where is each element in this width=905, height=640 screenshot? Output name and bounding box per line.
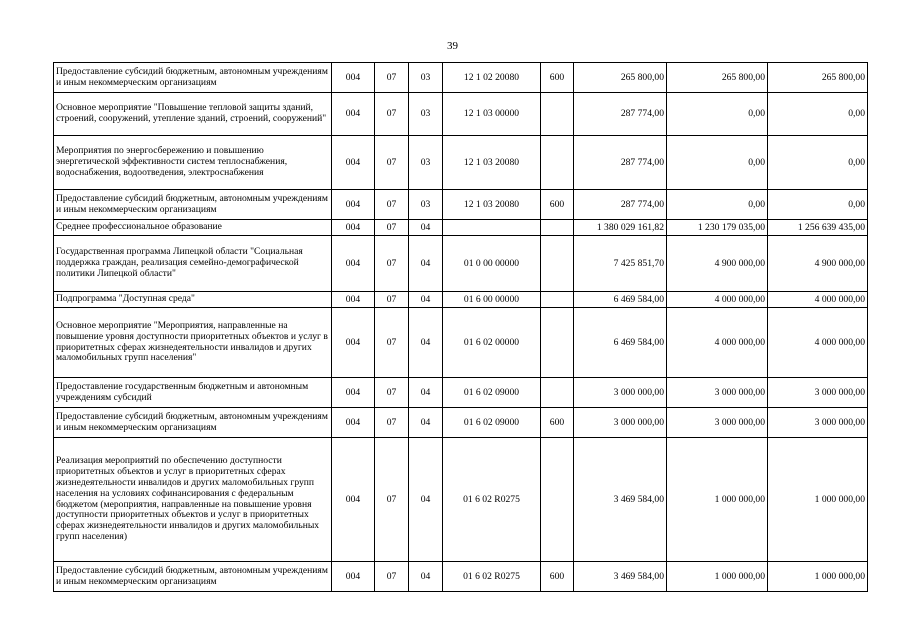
row-subsection-code: 03: [409, 63, 443, 93]
row-amount-year-1: 3 469 584,00: [574, 438, 667, 562]
row-ved-code: 004: [332, 292, 375, 308]
row-name: Подпрограмма "Доступная среда": [54, 292, 332, 308]
row-name: Среднее профессиональное образование: [54, 220, 332, 236]
row-amount-year-1: 287 774,00: [574, 190, 667, 220]
row-amount-year-2: 3 000 000,00: [667, 408, 768, 438]
row-expense-type-code: 600: [541, 190, 574, 220]
table-row: [54, 562, 868, 592]
table-row: [54, 190, 868, 220]
row-ved-code: 004: [332, 136, 375, 190]
row-amount-year-1: 3 000 000,00: [574, 408, 667, 438]
row-expense-type-code: [541, 220, 574, 236]
row-target-article-code: 01 6 02 00000: [443, 308, 541, 378]
row-amount-year-1: 7 425 851,70: [574, 236, 667, 292]
row-ved-code: 004: [332, 220, 375, 236]
row-amount-year-1: 6 469 584,00: [574, 308, 667, 378]
row-expense-type-code: 600: [541, 562, 574, 592]
row-amount-year-3: 0,00: [768, 190, 868, 220]
budget-table: [53, 62, 868, 592]
row-amount-year-3: 4 000 000,00: [768, 292, 868, 308]
row-name: Основное мероприятие "Мероприятия, направленные на повышение уровня доступности приоритетных объектов и услуг в приоритетных сферах жизнедеятельности инвалидов и других маломобильных групп населения": [54, 308, 332, 378]
row-amount-year-3: 1 256 639 435,00: [768, 220, 868, 236]
table-row: [54, 236, 868, 292]
row-ved-code: 004: [332, 63, 375, 93]
row-amount-year-2: 4 000 000,00: [667, 308, 768, 378]
row-subsection-code: 03: [409, 93, 443, 136]
row-ved-code: 004: [332, 236, 375, 292]
row-subsection-code: 04: [409, 292, 443, 308]
row-target-article-code: 01 6 02 09000: [443, 378, 541, 408]
row-name: Мероприятия по энергосбережению и повышению энергетической эффективности систем теплоснабжения, водоснабжения, водоотведения, электроснабжения: [54, 136, 332, 190]
row-name: Предоставление субсидий бюджетным, автономным учреждениям и иным некоммерческим организациям: [54, 562, 332, 592]
row-section-code: 07: [375, 236, 409, 292]
row-subsection-code: 04: [409, 308, 443, 378]
row-target-article-code: 12 1 03 20080: [443, 136, 541, 190]
table-row: [54, 308, 868, 378]
row-target-article-code: 01 6 00 00000: [443, 292, 541, 308]
row-section-code: 07: [375, 408, 409, 438]
row-section-code: 07: [375, 190, 409, 220]
row-ved-code: 004: [332, 93, 375, 136]
row-target-article-code: 12 1 03 00000: [443, 93, 541, 136]
table-row: [54, 378, 868, 408]
row-ved-code: 004: [332, 190, 375, 220]
row-subsection-code: 04: [409, 562, 443, 592]
row-section-code: 07: [375, 220, 409, 236]
row-amount-year-3: 1 000 000,00: [768, 438, 868, 562]
row-amount-year-3: 4 000 000,00: [768, 308, 868, 378]
row-ved-code: 004: [332, 438, 375, 562]
row-section-code: 07: [375, 562, 409, 592]
row-target-article-code: 12 1 02 20080: [443, 63, 541, 93]
row-subsection-code: 04: [409, 220, 443, 236]
row-target-article-code: 01 6 02 R0275: [443, 562, 541, 592]
row-section-code: 07: [375, 378, 409, 408]
row-amount-year-3: 1 000 000,00: [768, 562, 868, 592]
row-expense-type-code: [541, 308, 574, 378]
page-number: 39: [447, 40, 458, 52]
row-expense-type-code: [541, 292, 574, 308]
row-amount-year-1: 6 469 584,00: [574, 292, 667, 308]
table-row: [54, 292, 868, 308]
row-expense-type-code: [541, 438, 574, 562]
row-target-article-code: 12 1 03 20080: [443, 190, 541, 220]
table-row: [54, 63, 868, 93]
row-amount-year-1: 265 800,00: [574, 63, 667, 93]
row-expense-type-code: [541, 378, 574, 408]
row-amount-year-2: 265 800,00: [667, 63, 768, 93]
row-subsection-code: 04: [409, 438, 443, 562]
row-name: Государственная программа Липецкой области "Социальная поддержка граждан, реализация семейно-демографической политики Липецкой области": [54, 236, 332, 292]
row-amount-year-2: 1 230 179 035,00: [667, 220, 768, 236]
row-amount-year-3: 0,00: [768, 136, 868, 190]
row-subsection-code: 03: [409, 136, 443, 190]
table-row: [54, 438, 868, 562]
row-section-code: 07: [375, 308, 409, 378]
row-amount-year-1: 287 774,00: [574, 136, 667, 190]
row-subsection-code: 04: [409, 408, 443, 438]
row-amount-year-1: 3 000 000,00: [574, 378, 667, 408]
row-subsection-code: 03: [409, 190, 443, 220]
row-section-code: 07: [375, 292, 409, 308]
row-amount-year-3: 4 900 000,00: [768, 236, 868, 292]
row-section-code: 07: [375, 438, 409, 562]
row-target-article-code: 01 6 02 09000: [443, 408, 541, 438]
row-amount-year-3: 265 800,00: [768, 63, 868, 93]
row-name: Предоставление государственным бюджетным и автономным учреждениям субсидий: [54, 378, 332, 408]
row-target-article-code: 01 6 02 R0275: [443, 438, 541, 562]
row-amount-year-1: 287 774,00: [574, 93, 667, 136]
row-amount-year-2: 0,00: [667, 136, 768, 190]
row-subsection-code: 04: [409, 378, 443, 408]
row-name: Предоставление субсидий бюджетным, автономным учреждениям и иным некоммерческим организациям: [54, 190, 332, 220]
table-row: [54, 220, 868, 236]
row-expense-type-code: [541, 93, 574, 136]
row-amount-year-2: 4 000 000,00: [667, 292, 768, 308]
row-amount-year-2: 0,00: [667, 190, 768, 220]
row-amount-year-1: 1 380 029 161,82: [574, 220, 667, 236]
row-amount-year-3: 0,00: [768, 93, 868, 136]
row-amount-year-2: 1 000 000,00: [667, 562, 768, 592]
table-row: [54, 408, 868, 438]
row-ved-code: 004: [332, 562, 375, 592]
row-section-code: 07: [375, 93, 409, 136]
row-target-article-code: 01 0 00 00000: [443, 236, 541, 292]
row-expense-type-code: [541, 236, 574, 292]
row-amount-year-1: 3 469 584,00: [574, 562, 667, 592]
row-amount-year-2: 0,00: [667, 93, 768, 136]
row-section-code: 07: [375, 63, 409, 93]
row-expense-type-code: 600: [541, 63, 574, 93]
row-name: Предоставление субсидий бюджетным, автономным учреждениям и иным некоммерческим организациям: [54, 408, 332, 438]
row-ved-code: 004: [332, 308, 375, 378]
row-target-article-code: [443, 220, 541, 236]
row-section-code: 07: [375, 136, 409, 190]
row-ved-code: 004: [332, 408, 375, 438]
row-amount-year-2: 1 000 000,00: [667, 438, 768, 562]
row-name: Основное мероприятие "Повышение тепловой защиты зданий, строений, сооружений, утепление зданий, строений, сооружений": [54, 93, 332, 136]
row-expense-type-code: [541, 136, 574, 190]
row-amount-year-3: 3 000 000,00: [768, 408, 868, 438]
row-subsection-code: 04: [409, 236, 443, 292]
row-name: Реализация мероприятий по обеспечению доступности приоритетных объектов и услуг в приоритетных сферах жизнедеятельности инвалидов и других маломобильных групп населения на условиях софинансирования с федеральным бюджетом (мероприятия, направленные на повышение уровня доступности приоритетных объектов и услуг в приоритетных сферах жизнедеятельности инвалидов и других маломобильных групп населения): [54, 438, 332, 562]
row-amount-year-2: 4 900 000,00: [667, 236, 768, 292]
row-ved-code: 004: [332, 378, 375, 408]
table-row: [54, 93, 868, 136]
row-expense-type-code: 600: [541, 408, 574, 438]
table-row: [54, 136, 868, 190]
row-amount-year-3: 3 000 000,00: [768, 378, 868, 408]
row-amount-year-2: 3 000 000,00: [667, 378, 768, 408]
row-name: Предоставление субсидий бюджетным, автономным учреждениям и иным некоммерческим организациям: [54, 63, 332, 93]
